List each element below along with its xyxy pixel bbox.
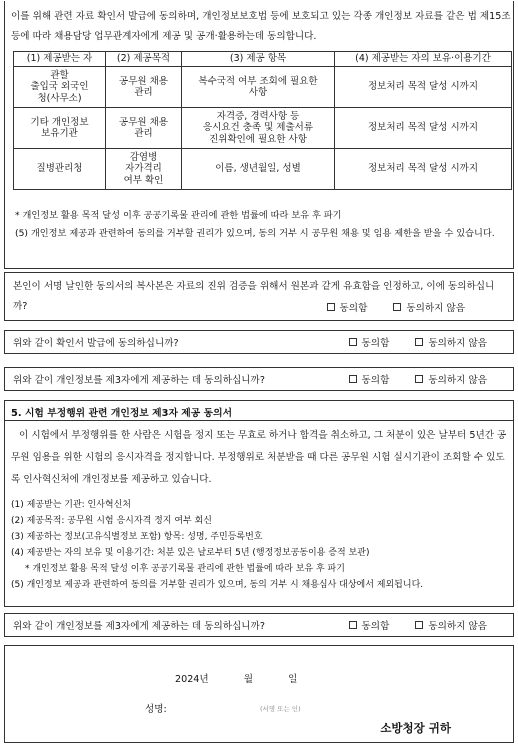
question-text: 위와 같이 개인정보를 제3자에게 제공하는 데 동의하십니까? xyxy=(13,375,265,386)
table-cell: 정보처리 목적 달성 시까지 xyxy=(335,67,512,108)
checkbox-icon xyxy=(415,621,423,629)
table-row xyxy=(14,67,512,108)
table-cell: 자격증, 경력사항 등 응시요건 충족 및 제출서류 진위확인에 필요한 사항 xyxy=(182,108,335,149)
question-text: 위와 같이 개인정보를 제3자에게 제공하는 데 동의하십니까? xyxy=(13,621,265,632)
item-refusal-right: (5) 개인정보 제공과 관련하여 동의를 거부할 권리가 있으며, 동의 거부 시 채용심사 대상에서 제외됩니다. xyxy=(11,580,424,590)
agree-label: 동의함 xyxy=(361,621,390,632)
signature-date xyxy=(175,671,329,685)
checkbox-icon xyxy=(415,375,423,383)
checkbox-icon xyxy=(349,375,357,383)
intro-section xyxy=(4,1,514,269)
intro-text: 이를 위해 관련 자료 확인서 발급에 동의하며, 개인정보보호법 등에 보호되고 있는 각종 개인정보 자료를 같은 법 제15조 등에 따라 채용담당 업무관계자에게 제공 및 공개·활용하는데 동의합니다. xyxy=(11,11,511,42)
agree-checkbox[interactable] xyxy=(349,372,390,386)
table-cell: 복수국적 여부 조회에 필요한 사항 xyxy=(182,67,335,108)
section-items xyxy=(5,495,513,595)
disagree-label: 동의하지 않음 xyxy=(428,338,487,349)
table-cell: 질병관리청 xyxy=(14,149,106,190)
date-day: 일 xyxy=(288,674,298,685)
question-text: 위와 같이 확인서 발급에 동의하십니까? xyxy=(13,338,179,349)
disagree-checkbox[interactable] xyxy=(415,335,487,349)
item-purpose: (2) 제공목적: 공무원 시험 응시자격 정지 여부 회신 xyxy=(11,516,212,526)
table-cell: 정보처리 목적 달성 시까지 xyxy=(335,149,512,190)
exam-misconduct-section xyxy=(4,400,514,607)
checkbox-icon xyxy=(349,338,357,346)
disagree-label: 동의하지 않음 xyxy=(406,303,465,314)
table-cell: 공무원 채용 관리 xyxy=(106,67,182,108)
agree-checkbox[interactable] xyxy=(327,300,368,314)
table-cell: 감염병 자가격리 여부 확인 xyxy=(106,149,182,190)
note-refusal-right: (5) 개인정보 제공과 관련하여 동의를 거부할 권리가 있으며, 동의 거부 시 공무원 채용 및 임용 제한을 받을 수 있습니다. xyxy=(15,228,495,239)
checkbox-icon xyxy=(393,303,401,311)
signer-name-label: 성명: xyxy=(145,704,167,715)
signature-section xyxy=(4,645,514,743)
checkbox-icon xyxy=(349,621,357,629)
table-cell: 정보처리 목적 달성 시까지 xyxy=(335,108,512,149)
table-row xyxy=(14,108,512,149)
table-cell: 기타 개인정보 보유기관 xyxy=(14,108,106,149)
consent-table xyxy=(13,51,512,190)
agree-label: 동의함 xyxy=(361,338,390,349)
disagree-checkbox[interactable] xyxy=(393,300,465,314)
date-month: 월 xyxy=(243,674,254,685)
agree-label: 동의함 xyxy=(361,375,390,386)
item-info-fields: (3) 제공하는 정보(고유식별정보 포함) 항목: 성명, 주민등록번호 xyxy=(11,532,263,542)
signature-field[interactable]: (서명 또는 인) xyxy=(260,705,301,713)
disagree-checkbox[interactable] xyxy=(415,618,487,632)
note-retention: * 개인정보 활용 목적 달성 이후 공공기록물 관리에 관한 법률에 따라 보유 후 파기 xyxy=(15,210,342,221)
table-cell: 이름, 생년월일, 성별 xyxy=(182,149,335,190)
agree-checkbox[interactable] xyxy=(349,618,390,632)
table-header: (1) 제공받는 자 xyxy=(14,52,106,67)
checkbox-icon xyxy=(327,303,335,311)
question-text: 본인이 서명 날인한 동의서의 복사본은 자료의 진위 검증을 위해서 원본과 같게 유효함을 인정하고, 이에 동의하십니까? xyxy=(13,281,495,312)
disagree-label: 동의하지 않음 xyxy=(428,375,487,386)
table-cell: 관할 출입국 외국인 청(사무소) xyxy=(14,67,106,108)
certificate-consent-question xyxy=(4,330,514,354)
agree-checkbox[interactable] xyxy=(349,335,390,349)
date-year: 2024년 xyxy=(175,674,209,685)
section-title: 5. 시험 부정행위 관련 개인정보 제3자 제공 동의서 xyxy=(5,401,513,421)
table-notes xyxy=(15,207,511,243)
table-row xyxy=(14,149,512,190)
item-retention: (4) 제공받는 자의 보유 및 이용기간: 처분 있은 날로부터 5년 (행정정보공동이용 증적 보관) xyxy=(11,548,370,558)
copy-validity-question xyxy=(4,272,514,321)
agree-label: 동의함 xyxy=(339,303,368,314)
misconduct-consent-question xyxy=(4,613,514,637)
table-header: (2) 제공목적 xyxy=(106,52,182,67)
checkbox-icon xyxy=(415,338,423,346)
recipient: 소방청장 귀하 xyxy=(380,721,451,735)
item-retention-note: * 개인정보 활용 목적 달성 이후 공공기록물 관리에 관한 법률에 따라 보유 후 파기 xyxy=(25,564,345,574)
third-party-consent-question xyxy=(4,367,514,391)
disagree-checkbox[interactable] xyxy=(415,372,487,386)
table-header: (4) 제공받는 자의 보유·이용기간 xyxy=(335,52,512,67)
section-body: 이 시험에서 부정행위를 한 사람은 시험을 정지 또는 무효로 하거나 합격을 취소하고, 그 처분이 있은 날부터 5년간 공무원 임용을 위한 시험의 응시자격을 정지합니다. 부정행위로 처분받을 때 다른 공무원 시험 실시기관이 조회할 수 있도록 인사혁신처에 개인정보를 제공하고 있습니다. xyxy=(11,430,507,485)
table-header: (3) 제공 항목 xyxy=(182,52,335,67)
disagree-label: 동의하지 않음 xyxy=(428,621,487,632)
item-recipient: (1) 제공받는 기관: 인사혁신처 xyxy=(11,500,131,510)
table-cell: 공무원 채용 관리 xyxy=(106,108,182,149)
